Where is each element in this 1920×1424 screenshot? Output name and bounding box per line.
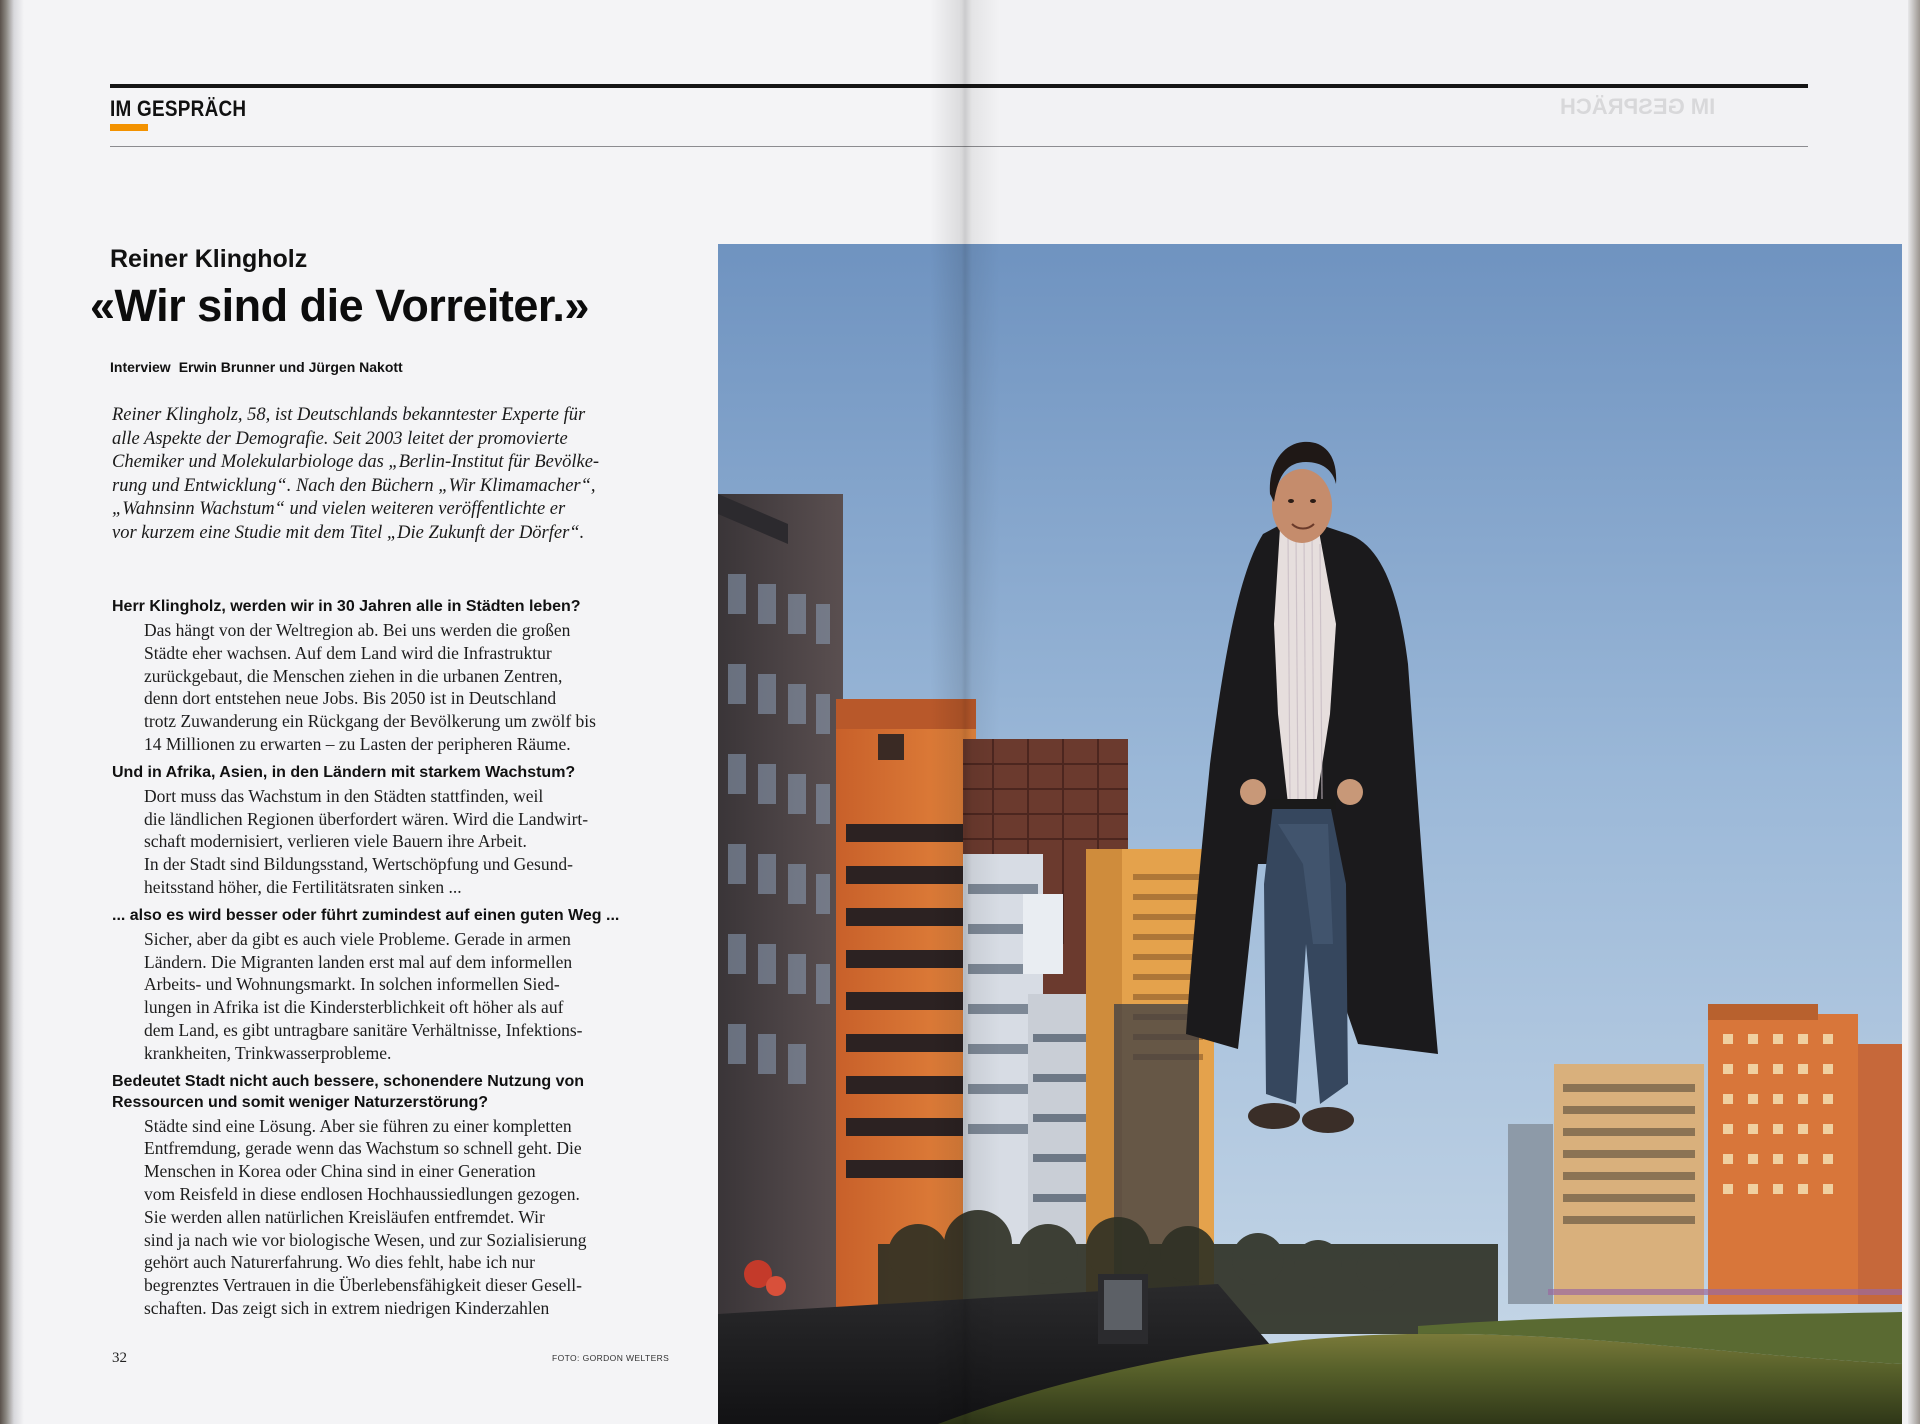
answer-line: Städte sind eine Lösung. Aber sie führen zu einer kompletten <box>144 1115 572 1136</box>
question-line: ... also es wird besser oder führt zumindest auf einen guten Weg ... <box>112 906 620 924</box>
byline <box>110 359 403 375</box>
answer-line: Ländern. Die Migranten landen erst mal auf dem informellen <box>144 951 573 972</box>
answer-line: schaften. Das zeigt sich in extrem niedrigen Kinderzahlen <box>144 1297 550 1318</box>
answer-line: In der Stadt sind Bildungsstand, Wertschöpfung und Gesund- <box>144 854 573 875</box>
portrait-photo <box>718 244 1902 1424</box>
answer-1 <box>112 619 672 756</box>
intro-line: vor kurzem eine Studie mit dem Titel „Die Zukunft der Dörfer“. <box>112 522 585 543</box>
answer-line: Arbeits- und Wohnungsmarkt. In solchen informellen Sied- <box>144 974 560 995</box>
intro-line: alle Aspekte der Demografie. Seit 2003 leitet der promovierte <box>112 428 568 449</box>
intro-line: Reiner Klingholz, 58, ist Deutschlands bekanntester Experte für <box>112 405 586 425</box>
answer-3 <box>112 928 672 1065</box>
answer-line: Menschen in Korea oder China sind in einer Generation <box>144 1161 536 1182</box>
byline-authors: Erwin Brunner und Jürgen Nakott <box>178 359 403 375</box>
walkway-rail <box>1548 1289 1902 1295</box>
answer-line: zurückgebaut, die Menschen ziehen in die urbanen Zentren, <box>144 665 563 686</box>
intro-line: Chemiker und Molekularbiologe das „Berlin-Institut für Bevölke- <box>112 452 600 472</box>
section-accent-bar <box>110 124 148 131</box>
byline-label: Interview <box>110 359 171 375</box>
answer-line: begrenztes Vertrauen in die Überlebensfähigkeit dieser Gesell- <box>144 1275 582 1296</box>
answer-4 <box>112 1115 672 1320</box>
header-rule <box>110 84 1808 88</box>
section-label: IM GESPRÄCH <box>110 96 247 121</box>
answer-line: vom Reisfeld in diese endlosen Hochhaussiedlungen gezogen. <box>144 1183 580 1204</box>
answer-line: heitsstand höher, die Fertilitätsraten sinken ... <box>144 876 462 897</box>
interviewee-name: Reiner Klingholz <box>110 245 308 273</box>
page-number: 32 <box>112 1350 127 1366</box>
answer-line: sind ja nach wie vor biologische Wesen, und zur Sozialisierung <box>144 1229 587 1250</box>
question-2 <box>112 762 672 783</box>
question-line: Herr Klingholz, werden wir in 30 Jahren alle in Städten leben? <box>112 598 581 615</box>
show-through-label: IM GESPRÄCH <box>1560 94 1716 119</box>
answer-line: Sicher, aber da gibt es auch viele Probleme. Gerade in armen <box>144 928 571 949</box>
answer-line: denn dort entstehen neue Jobs. Bis 2050 ist in Deutschland <box>144 688 557 709</box>
answer-line: Dort muss das Wachstum in den Städten stattfinden, weil <box>144 785 544 806</box>
answer-line: krankheiten, Trinkwasserprobleme. <box>144 1042 392 1063</box>
question-1 <box>112 596 672 617</box>
answer-line: 14 Millionen zu erwarten – zu Lasten der peripheren Räume. <box>144 733 571 754</box>
answer-line: die ländlichen Regionen überfordert wären. Wird die Landwirt- <box>144 808 589 829</box>
question-line: Ressourcen und somit weniger Naturzerstörung? <box>112 1093 489 1111</box>
answer-2 <box>112 785 672 899</box>
page-edge-left <box>0 0 24 1424</box>
answer-line: dem Land, es gibt untragbare sanitäre Verhältnisse, Infektions- <box>144 1019 583 1040</box>
answer-line: gehört auch Naturerfahrung. Wo dies fehlt, habe ich nur <box>144 1252 535 1273</box>
answer-line: Sie werden allen natürlichen Kreisläufen entfremdet. Wir <box>144 1206 545 1227</box>
header-thin-rule <box>110 146 1808 147</box>
page-edge-right <box>1908 0 1920 1424</box>
photo-credit: FOTO: GORDON WELTERS <box>552 1353 670 1363</box>
intro-line: „Wahnsinn Wachstum“ und vielen weiteren veröffentlichte er <box>112 499 566 519</box>
answer-line: Entfremdung, gerade wenn das Wachstum so schnell geht. Die <box>144 1138 582 1159</box>
headline: «Wir sind die Vorreiter.» <box>90 280 589 331</box>
interview-body <box>112 596 672 1326</box>
answer-line: trotz Zuwanderung ein Rückgang der Bevölkerung um zwölf bis <box>144 711 596 732</box>
answer-line: schaft modernisiert, verlieren viele Bauern ihre Arbeit. <box>144 831 527 852</box>
intro-paragraph <box>112 404 652 545</box>
intro-line: rung und Entwicklung“. Nach den Büchern „Wir Klimamacher“, <box>112 475 596 496</box>
answer-line: Das hängt von der Weltregion ab. Bei uns werden die großen <box>144 620 571 640</box>
question-line: Und in Afrika, Asien, in den Ländern mit starkem Wachstum? <box>112 763 576 781</box>
question-line: Bedeutet Stadt nicht auch bessere, schonendere Nutzung von <box>112 1072 585 1090</box>
question-3 <box>112 905 672 926</box>
question-4 <box>112 1071 672 1113</box>
answer-line: Städte eher wachsen. Auf dem Land wird die Infrastruktur <box>144 642 552 663</box>
answer-line: lungen in Afrika ist die Kindersterblichkeit oft höher als auf <box>144 997 564 1018</box>
